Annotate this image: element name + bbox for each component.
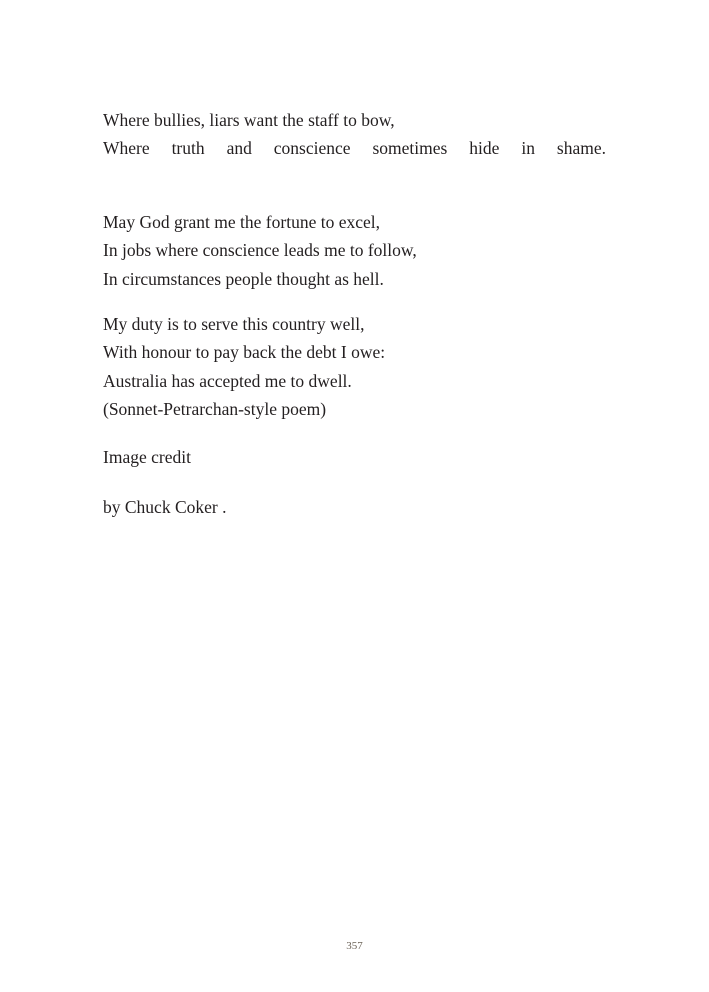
poem-line: My duty is to serve this country well, (103, 314, 365, 335)
image-credit-heading: Image credit (103, 447, 191, 468)
stanza-1 (103, 106, 606, 191)
poem-line: Where truth and conscience sometimes hide in shame. (103, 138, 606, 159)
poem-line: In jobs where conscience leads me to follow, (103, 240, 417, 261)
page-number: 357 (346, 940, 363, 952)
poem-line: In circumstances people thought as hell. (103, 268, 384, 289)
poem-line: May God grant me the fortune to excel, (103, 212, 380, 233)
stanza-3 (103, 310, 606, 423)
image-credit-byline: by Chuck Coker . (103, 496, 227, 517)
poem-body (103, 106, 606, 521)
stanza-2 (103, 208, 606, 293)
poem-line: Australia has accepted me to dwell. (103, 370, 352, 391)
poem-line: With honour to pay back the debt I owe: (103, 342, 386, 363)
poem-line: Where bullies, liars want the staff to bow, (103, 110, 395, 130)
poem-form-note: (Sonnet-Petrarchan-style poem) (103, 399, 327, 420)
